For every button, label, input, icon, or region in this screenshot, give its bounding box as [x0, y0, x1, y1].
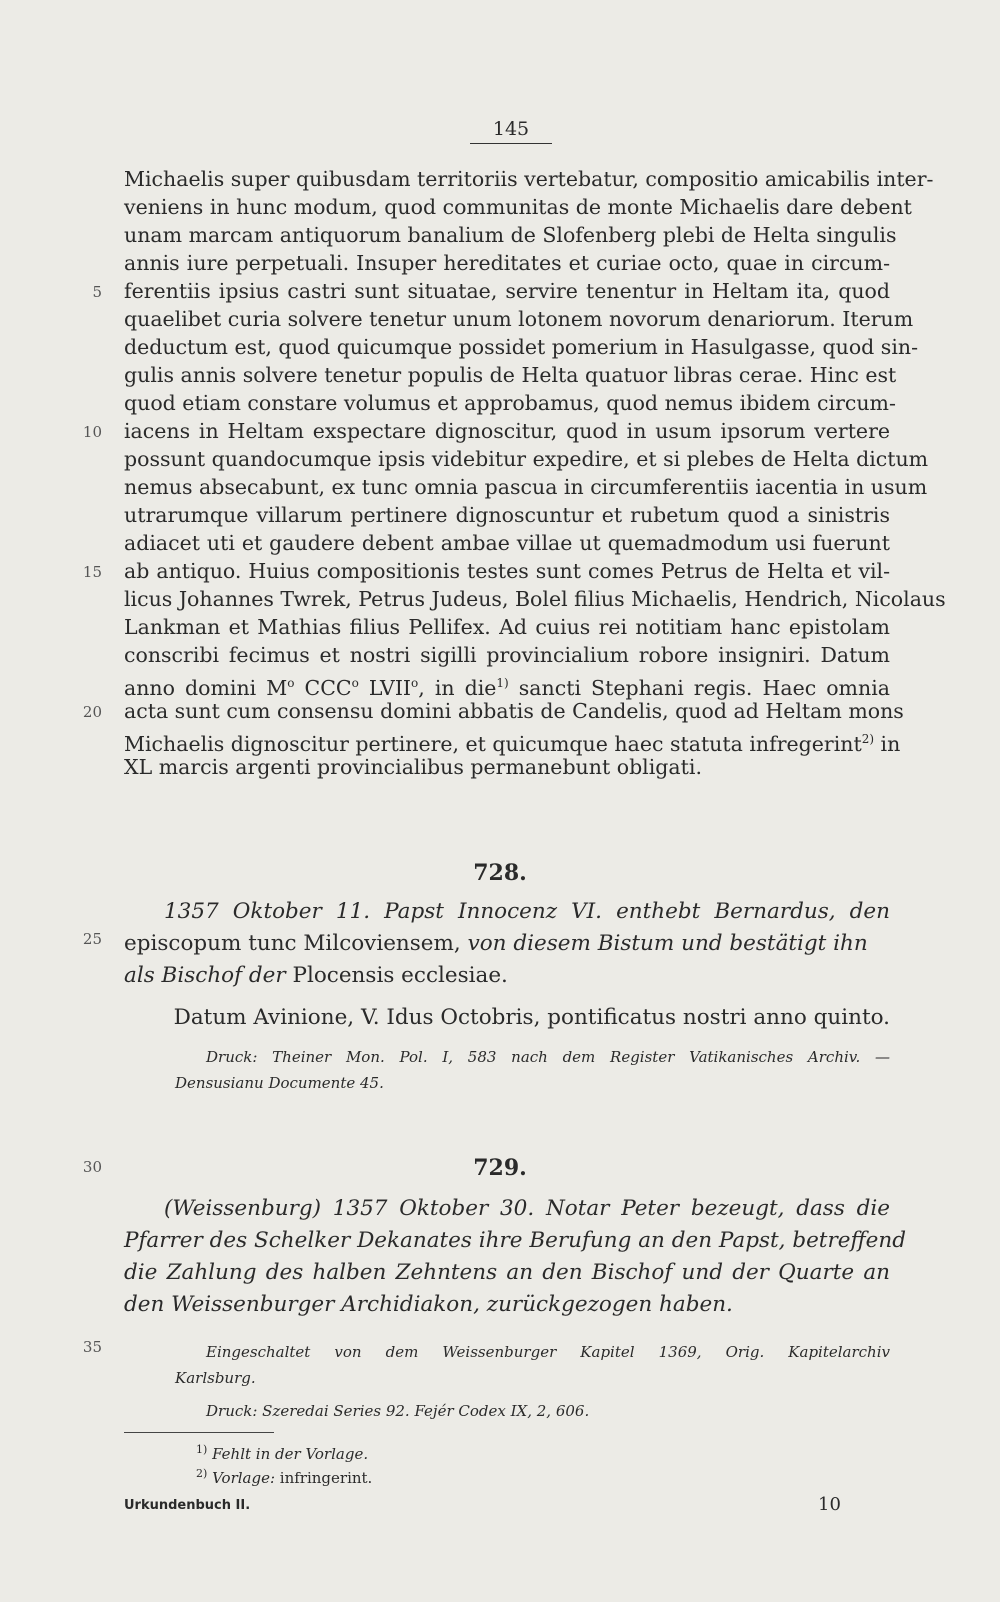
footnote-ref-1: 1)	[496, 676, 509, 690]
doc-729-regest-line-3: die Zahlung des halben Zehntens an den Bischof und der Quarte an	[124, 1260, 890, 1285]
footnote-2	[196, 1467, 372, 1487]
body-line-2: veniens in hunc modum, quod communitas de monte Michaelis dare debent	[124, 195, 912, 219]
line-number: 30	[82, 1158, 102, 1176]
text-run: sancti Stephani regis. Haec omnia	[508, 675, 890, 700]
line-number: 15	[82, 563, 102, 581]
book-signature: Urkundenbuch II.	[124, 1498, 251, 1513]
body-line-5: ferentiis ipsius castri sunt situatae, servire tenentur in Heltam ita, quod	[124, 279, 890, 303]
footnote-ref-2: 2)	[861, 732, 875, 746]
footnote-text: Fehlt in der Vorlage.	[212, 1445, 369, 1463]
body-line-3: unam marcam antiquorum banalium de Slofenberg plebi de Helta singulis	[124, 223, 897, 247]
doc-729-source-note-1: Eingeschaltet von dem Weissenburger Kapitel 1369, Orig. Kapitelarchiv	[206, 1343, 890, 1361]
body-line-10: iacens in Heltam exspectare dignoscitur, quod in usum ipsorum vertere	[124, 419, 890, 443]
doc-729-source-note-2: Karlsburg.	[175, 1369, 256, 1387]
sheet-number: 10	[818, 1494, 841, 1515]
footnote-mark: 2)	[196, 1467, 208, 1480]
superscript: o	[351, 676, 359, 690]
doc-728-regest-line-1: 1357 Oktober 11. Papst Innocenz VI. enthebt Bernardus, den	[164, 899, 890, 924]
text-run: CCC	[294, 675, 352, 700]
body-line-7: deductum est, quod quicumque possidet pomerium in Hasulgasse, quod sin-	[124, 335, 919, 359]
text-run: LVII	[358, 675, 412, 700]
body-line-11: possunt quandocumque ipsis videbitur expedire, et si plebes de Helta dictum	[124, 447, 929, 471]
doc-728-datum: Datum Avinione, V. Idus Octobris, pontificatus nostri anno quinto.	[173, 1005, 890, 1030]
document-number-729: 729.	[473, 1155, 527, 1181]
footnote-mark: 1)	[196, 1443, 208, 1456]
text-run: , in die	[418, 675, 497, 700]
footnote-label: Vorlage:	[212, 1469, 276, 1487]
text-run: episcopum tunc Milcoviensem,	[124, 931, 461, 956]
document-number-728: 728.	[473, 860, 527, 886]
body-line-20: acta sunt cum consensu domini abbatis de Candelis, quod ad Heltam mons	[124, 699, 904, 723]
footnote-1	[196, 1443, 368, 1463]
body-line-1: Michaelis super quibusdam territoriis vertebatur, compositio amicabilis inter-	[124, 167, 934, 191]
body-line-22: XL marcis argenti provincialibus permanebunt obligati.	[124, 755, 702, 779]
page-number: 145	[470, 118, 552, 144]
body-line-6: quaelibet curia solvere tenetur unum lotonem novorum denariorum. Iterum	[124, 307, 914, 331]
body-line-9: quod etiam constare volumus et approbamus, quod nemus ibidem circum-	[124, 391, 896, 415]
body-line-14: adiacet uti et gaudere debent ambae villae ut quemadmodum usi fuerunt	[124, 531, 890, 555]
doc-729-regest-line-2: Pfarrer des Schelker Dekanates ihre Berufung an den Papst, betreffend	[124, 1228, 907, 1253]
text-run: Michaelis dignoscitur pertinere, et quicumque haec statuta infregerint	[124, 731, 862, 756]
superscript: o	[411, 676, 419, 690]
doc-729-print-note: Druck: Szeredai Series 92. Fejér Codex IX, 2, 606.	[206, 1402, 590, 1420]
text-run: in	[874, 731, 901, 756]
text-run: anno domini M	[124, 675, 288, 700]
doc-729-regest-line-4: den Weissenburger Archidiakon, zurückgezogen haben.	[124, 1292, 733, 1317]
doc-728-regest-line-3	[124, 960, 890, 992]
body-line-18: conscribi fecimus et nostri sigilli provincialium robore insigniri. Datum	[124, 643, 890, 667]
footnote-rule	[124, 1432, 274, 1433]
line-number: 5	[92, 283, 102, 301]
line-number: 10	[82, 423, 102, 441]
doc-728-print-note-1: Druck: Theiner Mon. Pol. I, 583 nach dem Register Vatikanisches Archiv. —	[206, 1048, 890, 1066]
line-number: 25	[82, 930, 102, 948]
text-run: von diesem Bistum und bestätigt ihn	[460, 931, 868, 956]
body-line-4: annis iure perpetuali. Insuper hereditates et curiae octo, quae in circum-	[124, 251, 890, 275]
text-run: Plocensis ecclesiae.	[285, 963, 508, 988]
doc-729-regest-line-1: (Weissenburg) 1357 Oktober 30. Notar Peter bezeugt, dass die	[164, 1196, 890, 1221]
line-number: 20	[82, 703, 102, 721]
body-line-12: nemus absecabunt, ex tunc omnia pascua in circumferentiis iacentia in usum	[124, 475, 928, 499]
body-line-8: gulis annis solvere tenetur populis de Helta quatuor libras cerae. Hinc est	[124, 363, 897, 387]
body-line-13: utrarumque villarum pertinere dignoscuntur et rubetum quod a sinistris	[124, 503, 890, 527]
text-run: als Bischof der	[124, 963, 286, 988]
body-line-15: ab antiquo. Huius compositionis testes sunt comes Petrus de Helta et vil-	[124, 559, 890, 583]
footnote-text: infringerint.	[275, 1469, 373, 1487]
superscript: o	[287, 676, 295, 690]
body-line-16: licus Johannes Twrek, Petrus Judeus, Bolel filius Michaelis, Hendrich, Nicolaus	[124, 587, 946, 611]
doc-728-print-note-2: Densusianu Documente 45.	[175, 1074, 384, 1092]
body-line-17: Lankman et Mathias filius Pellifex. Ad cuius rei notitiam hanc epistolam	[124, 615, 890, 639]
doc-728-regest-line-2	[124, 928, 890, 960]
line-number: 35	[82, 1338, 102, 1356]
